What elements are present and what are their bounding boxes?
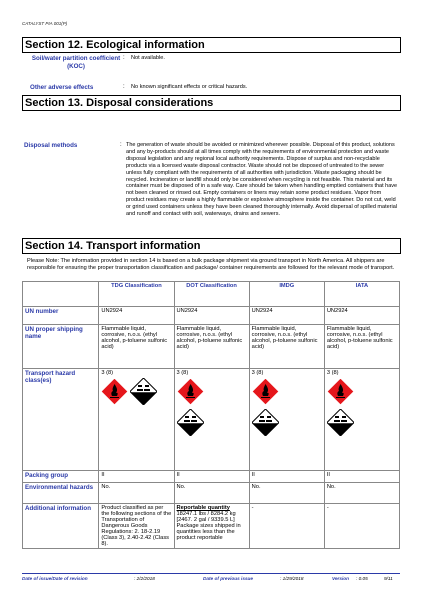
- page-footer: [22, 573, 400, 581]
- issue-date-value: : 2/2/2018: [134, 576, 155, 581]
- table-cutoff: [0, 556, 422, 573]
- col-tdg: TDG Classification: [99, 282, 174, 307]
- hazard-class-value: 3 (8): [101, 370, 114, 376]
- shipping-name-iata: Flammable liquid, corrosive, n.o.s. (ethyl alcohol, p-toluene sulfonic acid): [324, 325, 399, 369]
- section-12-title: Section 12. Ecological information: [22, 37, 401, 53]
- packing-group-dot: II: [174, 471, 249, 483]
- un-number-dot: UN2924: [174, 307, 249, 325]
- disposal-methods-label: Disposal methods: [24, 142, 78, 149]
- blank-header: [23, 282, 99, 307]
- version-value: : 0.05: [356, 576, 368, 581]
- un-number-tdg: UN2924: [99, 307, 174, 325]
- reportable-quantity-text: 18247.1 lbs / 8284.2 kg [2467. 2 gal / 9339.5 L] Package sizes shipped in quantities less than the product reportable: [176, 511, 241, 541]
- additional-info-dot: [174, 504, 249, 549]
- un-number-label: UN number: [23, 307, 99, 325]
- transport-table: [22, 281, 400, 549]
- page-number: 9/11: [384, 576, 393, 581]
- corrosive-pictogram-icon: [130, 378, 157, 407]
- additional-info-label: Additional information: [23, 504, 99, 549]
- shipping-name-tdg: Flammable liquid, corrosive, n.o.s. (ethyl alcohol, p-toluene sulfonic acid): [99, 325, 174, 369]
- shipping-name-imdg: Flammable liquid, corrosive, n.o.s. (ethyl alcohol, p-toluene sulfonic acid): [249, 325, 324, 369]
- flammable-pictogram-icon: [252, 378, 279, 407]
- hazard-class-iata: [324, 369, 399, 471]
- koc-value: Not available.: [131, 55, 165, 61]
- section-13-title: Section 13. Disposal considerations: [22, 95, 401, 111]
- colon: :: [123, 84, 125, 90]
- koc-label: Soil/water partition coefficient (KOC): [31, 55, 121, 70]
- hazard-class-value: 3 (8): [176, 370, 189, 376]
- hazard-class-value: 3 (8): [251, 370, 264, 376]
- disposal-methods-text: The generation of waste should be avoided or minimized wherever possible. Disposal of this product, solutions and any by-products should at all times comply with the requirements of environmental protection and waste disposal legislation and any regional local authority requirements. Dispose of surplus and non-recyclable products via a licensed waste disposal contractor. Waste should not be disposed of untreated to the sewer unless fully compliant with the requirements of all authorities with jurisdiction. Waste packaging should be recycled. Incineration or landfill should only be considered when recycling is not feasible. This material and its container must be disposed of in a safe way. Care should be taken when handling emptied containers that have not been cleaned or rinsed out. Empty containers or liners may retain some product residues. Vapor from product residues may create a highly flammable or explosive atmosphere inside the container. Do not cut, weld or grind used containers unless they have been cleaned thoroughly internally. Avoid dispersal of spilled material and runoff and contact with soil, waterways, drains and sewers.: [126, 142, 398, 218]
- additional-info-tdg: Product classified as per the following sections of the Transportation of Dangerous Goods Regulations: 2. 18-2.19 (Class 3), 2.40-2.42 (Class 8).: [99, 504, 174, 549]
- corrosive-pictogram-icon: [327, 409, 354, 438]
- adverse-effects-label: Other adverse effects: [30, 84, 94, 91]
- un-number-imdg: UN2924: [249, 307, 324, 325]
- colon: :: [120, 142, 122, 148]
- transport-note: Please Note: The information provided in section 14 is based on a bulk package shipment via ground transport in North America. All shippers are responsible for ensuring the proper transportation classification and package/ container requirements are followed for the relevant mode of transport.: [27, 258, 395, 271]
- reportable-quantity-heading: Reportable quantity: [176, 505, 230, 511]
- env-hazards-tdg: No.: [99, 483, 174, 504]
- col-dot: DOT Classification: [174, 282, 249, 307]
- flammable-pictogram-icon: [327, 378, 354, 407]
- hazard-class-dot: [174, 369, 249, 471]
- flammable-pictogram-icon: [177, 378, 204, 407]
- packing-group-label: Packing group: [23, 471, 99, 483]
- version-label: Version: [332, 576, 350, 581]
- env-hazards-label: Environmental hazards: [23, 483, 99, 504]
- hazard-class-tdg: [99, 369, 174, 471]
- shipping-name-label: UN proper shipping name: [23, 325, 99, 369]
- issue-date-label: Date of issue/Date of revision: [22, 576, 88, 581]
- adverse-effects-value: No known significant effects or critical hazards.: [131, 84, 248, 90]
- col-iata: IATA: [324, 282, 399, 307]
- hazard-class-value: 3 (8): [326, 370, 339, 376]
- additional-info-iata: -: [324, 504, 399, 549]
- previous-issue-label: Date of previous issue: [203, 576, 254, 581]
- shipping-name-dot: Flammable liquid, corrosive, n.o.s. (ethyl alcohol, p-toluene sulfonic acid): [174, 325, 249, 369]
- packing-group-iata: II: [324, 471, 399, 483]
- previous-issue-value: : 1/29/2018: [280, 576, 304, 581]
- section-14-title: Section 14. Transport information: [22, 238, 401, 254]
- colon: :: [123, 55, 125, 61]
- env-hazards-dot: No.: [174, 483, 249, 504]
- hazard-class-imdg: [249, 369, 324, 471]
- flammable-pictogram-icon: [101, 378, 128, 407]
- page-header: CATALYST PIA 001(P): [22, 21, 68, 26]
- corrosive-pictogram-icon: [252, 409, 279, 438]
- packing-group-imdg: II: [249, 471, 324, 483]
- col-imdg: IMDG: [249, 282, 324, 307]
- env-hazards-iata: No.: [324, 483, 399, 504]
- env-hazards-imdg: No.: [249, 483, 324, 504]
- corrosive-pictogram-icon: [177, 409, 204, 438]
- additional-info-imdg: -: [249, 504, 324, 549]
- hazard-class-label: Transport hazard class(es): [23, 369, 99, 471]
- un-number-iata: UN2924: [324, 307, 399, 325]
- packing-group-tdg: II: [99, 471, 174, 483]
